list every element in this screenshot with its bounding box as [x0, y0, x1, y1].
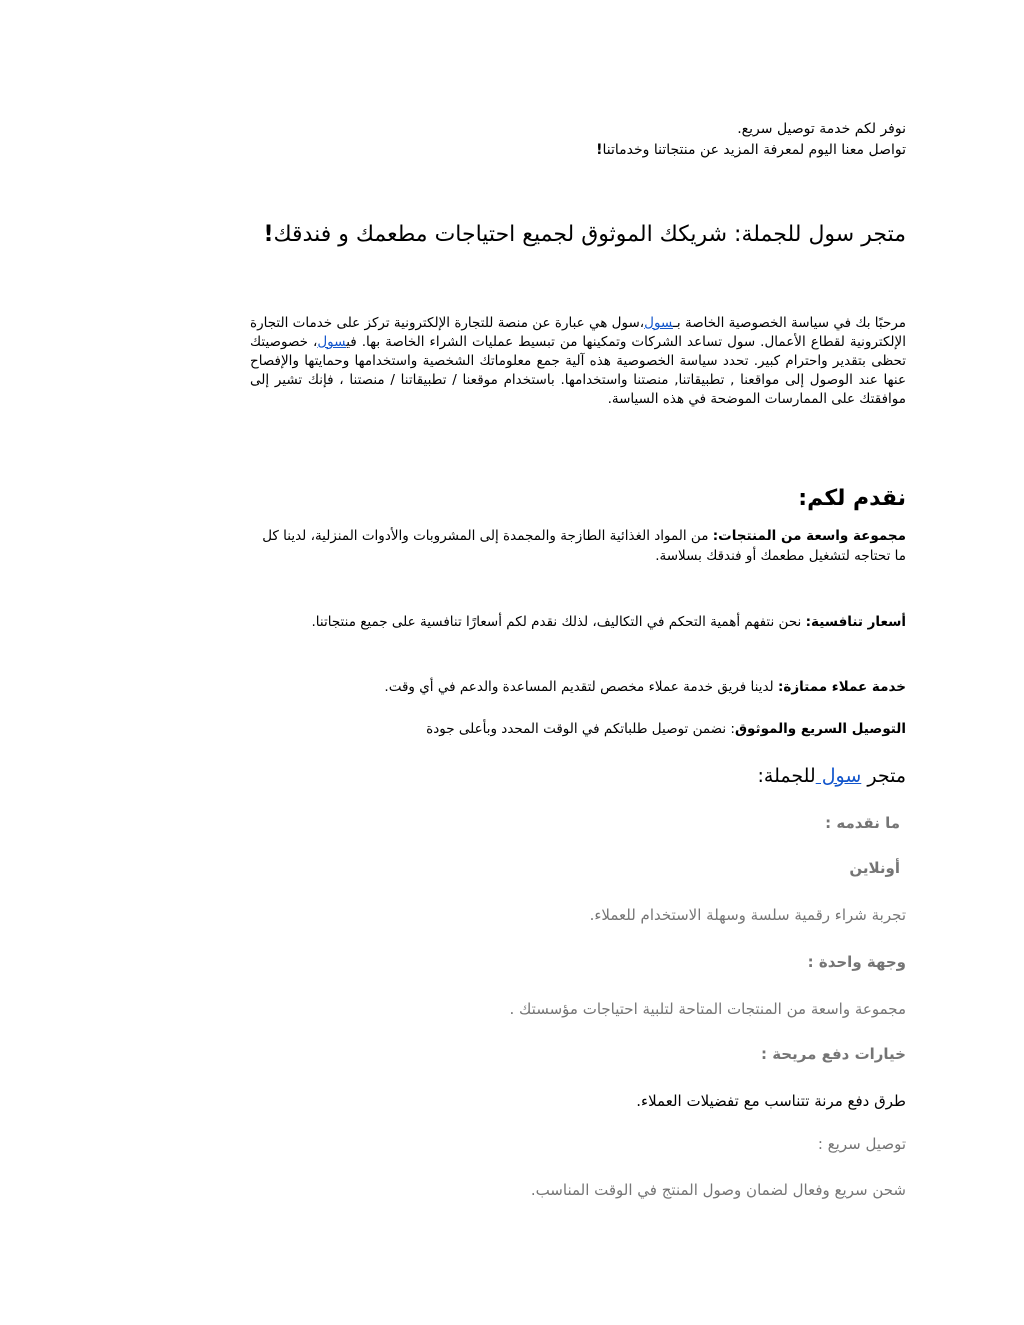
privacy-paragraph	[250, 314, 906, 409]
sol-link-3[interactable]: سول	[815, 765, 862, 787]
privacy-text-1: مرحبًا بك في سياسة الخصوصية الخاصة بـ	[672, 315, 906, 331]
one-stop-heading: وجهة واحدة :	[807, 953, 906, 971]
delivery-description: شحن سريع وفعال لضمان وصول المنتج في الوقت المناسب.	[530, 1181, 906, 1199]
sol-link-2[interactable]: سول	[317, 334, 347, 350]
offer-item-text: لدينا فريق خدمة عملاء مخصص لتقديم المساعدة والدعم في أي وقت.	[384, 679, 778, 695]
offer-item-text: من المواد الغذائية الطازجة والمجمدة إلى المشروبات والأدوات المنزلية، لدينا كل ما تحتاجه لتشغيل مطعمك أو فندقك بسلاسة.	[262, 528, 906, 564]
page-headline	[250, 219, 906, 251]
payment-heading: خيارات دفع مريحة :	[760, 1045, 906, 1063]
offer-item-text: نحن نتفهم أهمية التحكم في التكاليف، لذلك نقدم لكم أسعارًا تنافسية على جميع منتجاتنا.	[311, 614, 806, 630]
offer-item-label: التوصيل السريع والموثوق	[734, 721, 906, 737]
offer-item-prices	[250, 612, 906, 632]
offer-item-label: مجموعة واسعة من المنتجات:	[712, 528, 906, 544]
intro-contact-text: تواصل معنا اليوم لمعرفة المزيد عن منتجاتنا وخدماتنا	[602, 142, 906, 158]
offer-item-text: : نضمن توصيل طلباتكم في الوقت المحدد وبأعلى جودة	[426, 721, 735, 737]
headline-exclamation: !	[263, 222, 274, 247]
privacy-text-2: ،سول هي عبارة عن منصة للتجارة الإلكترونية تركز على خدمات التجارة الإلكترونية لقطاع الأعمال. سول تساعد الشركات وتمكينها من تبسيط عمليات الشراء الخاصة بها. في	[250, 315, 906, 350]
offer-item-delivery	[250, 719, 906, 739]
privacy-text-3: ، خصوصيتك تحظى بتقدير واحترام كبير. تحدد سياسة الخصوصية هذه آلية جمع معلوماتك الشخصية واستخدامها وحمايتها والإفصاح عنها عند الوصول إلى مواقعنا , تطبيقاتنا, منصتنا واستخدامها. باستخدام موقعنا / تطبيقاتنا / منصتنا ، فإنك تشير إلى موافقتك على الممارسات الموضحة في هذه السياسة.	[250, 334, 906, 407]
store-heading-before: متجر	[861, 765, 906, 787]
payment-description: طرق دفع مرنة تتناسب مع تفضيلات العملاء.	[636, 1092, 906, 1110]
intro-line-contact	[250, 140, 906, 161]
store-heading-after: للجملة:	[757, 765, 816, 787]
offer-item-service	[250, 677, 906, 697]
offer-item-label: خدمة عملاء ممتازة:	[777, 679, 906, 695]
intro-contact-exclamation: !	[596, 142, 603, 158]
offer-heading: نقدم لكم:	[798, 486, 906, 511]
headline-text: متجر سول للجملة: شريكك الموثوق لجميع احتياجات مطعمك و فندقك	[273, 222, 906, 247]
online-heading: أونلاين	[849, 859, 900, 877]
sol-link-1[interactable]: سول	[644, 315, 673, 331]
offer-item-products	[250, 526, 906, 566]
online-description: تجربة شراء رقمية سلسة وسهلة الاستخدام للعملاء.	[589, 906, 906, 924]
offer-item-label: أسعار تنافسية:	[805, 614, 906, 630]
one-stop-description: مجموعة واسعة من المنتجات المتاحة لتلبية احتياجات مؤسستك .	[509, 1000, 906, 1018]
delivery-heading: توصيل سريع :	[817, 1135, 906, 1153]
what-we-offer-heading: ما نقدمه :	[825, 814, 900, 832]
intro-line-delivery: نوفر لكم خدمة توصيل سريع.	[737, 121, 906, 137]
intro-block	[250, 119, 906, 161]
store-heading	[250, 763, 906, 789]
